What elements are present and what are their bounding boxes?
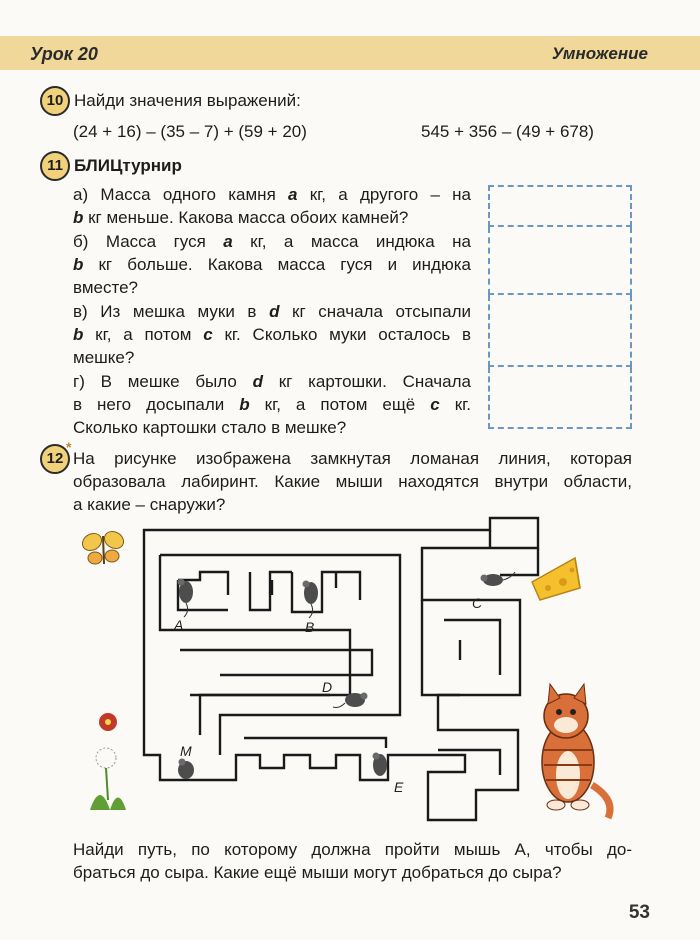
maze-walls	[144, 518, 538, 820]
task-10-prompt: Найди значения выражений:	[74, 91, 301, 110]
topic-title: Умножение	[551, 44, 648, 63]
label-d: D	[322, 679, 333, 695]
lesson-title: Урок 20	[30, 44, 98, 64]
task-11b-line-3: вместе?	[73, 278, 138, 297]
answer-box-d[interactable]	[488, 367, 632, 429]
task-11d-line-2: в него досыпали b кг, а потом ещё c кг.	[73, 395, 472, 414]
task-11c-line-3: мешке?	[73, 348, 135, 367]
page-number: 53	[628, 902, 650, 923]
maze-illustration	[60, 500, 640, 830]
task-11a-line-1: а) Масса одного камня a кг, а другого – на	[73, 185, 471, 204]
task-12-question-2: браться до сыра. Какие ещё мыши могут добраться до сыра?	[73, 863, 562, 882]
label-c: C	[472, 595, 483, 611]
answer-box-c[interactable]	[488, 295, 632, 367]
butterfly-icon	[79, 528, 126, 564]
label-a: A	[174, 617, 184, 633]
task-12-intro-2: образовала лабиринт. Какие мыши находятся внутри области,	[73, 472, 632, 491]
task-11c-line-2: b кг, а потом c кг. Сколько муки осталось в	[73, 325, 471, 344]
cat-icon	[542, 684, 610, 818]
task-10-expression-1: (24 + 16) – (35 – 7) + (59 + 20)	[73, 122, 307, 141]
task-12-intro-1: На рисунке изображена замкнутая ломаная линия, которая	[73, 449, 632, 468]
label-e: E	[394, 779, 404, 795]
task-12-star: *	[66, 439, 72, 455]
task-11a-line-2: b кг меньше. Какова масса обоих камней?	[73, 208, 409, 227]
answer-box-a[interactable]	[488, 185, 632, 227]
task-11c-line-1: в) Из мешка муки в d кг сначала отсыпали	[73, 302, 471, 321]
task-11b-line-2: b кг больше. Какова масса гуся и индюка	[73, 255, 471, 274]
task-10-expression-2: 545 + 356 – (49 + 678)	[421, 122, 594, 141]
task-12-number: 12	[40, 444, 70, 474]
task-11-number: 11	[40, 151, 70, 181]
task-11d-line-1: г) В мешке было d кг картошки. Сначала	[73, 372, 471, 391]
task-11d-line-3: Сколько картошки стало в мешке?	[73, 418, 347, 437]
task-11b-line-1: б) Масса гуся a кг, а масса индюка на	[73, 232, 471, 251]
mouse-a	[178, 579, 194, 618]
mouse-m	[178, 759, 194, 780]
task-11-title: БЛИЦтурнир	[74, 156, 182, 175]
task-12-intro-3: а какие – снаружи?	[73, 495, 226, 514]
flower-icon	[90, 713, 126, 810]
task-12-question-1: Найди путь, по которому должна пройти мышь A, чтобы до-	[73, 840, 632, 859]
task-10-number: 10	[40, 86, 70, 116]
answer-box-b[interactable]	[488, 227, 632, 295]
mouse-e	[373, 753, 388, 777]
label-m: M	[180, 743, 192, 759]
label-b: B	[305, 619, 315, 635]
